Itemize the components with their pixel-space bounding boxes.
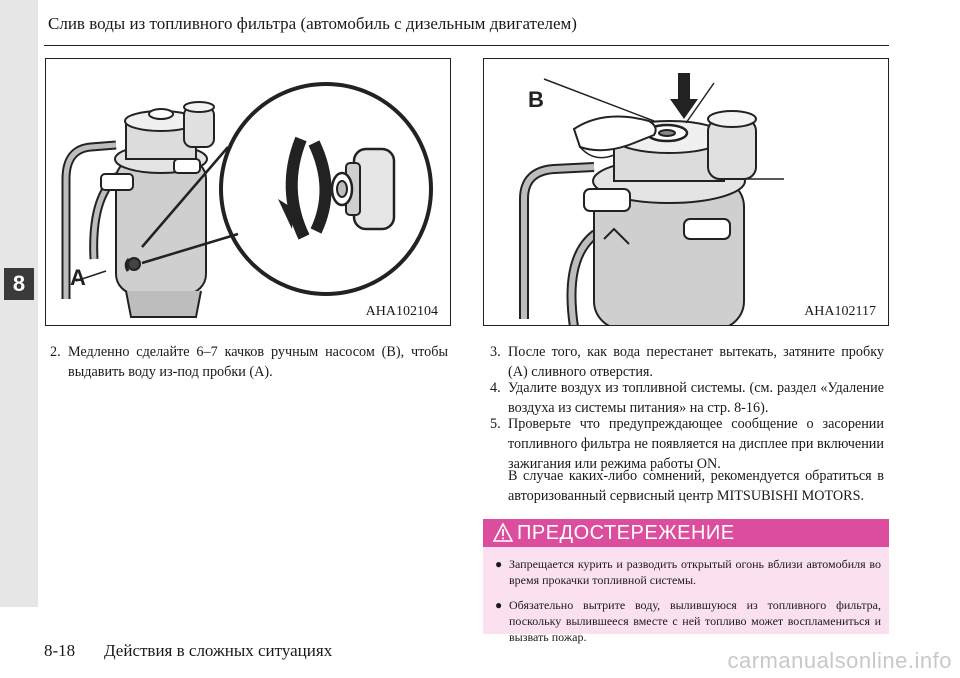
bullet-icon: ● [495, 557, 503, 571]
hand-pump-illustration [484, 59, 889, 326]
warning-item-text: Обязательно вытрите воду, вылившуюся из топливного фильтра, поскольку вылившееся вместе с ней топливо может воспламениться и вызвать пожар. [509, 598, 881, 644]
step-number: 2. [50, 344, 61, 360]
step-number: 5. [490, 416, 501, 432]
step-number: 4. [490, 380, 501, 396]
step-text: Проверьте что предупреждающее сообщение о засорении топливного фильтра не появляется на дисплее при включении зажигания или режима работы ON. [508, 416, 884, 472]
warning-item [495, 597, 881, 645]
label-b: B [528, 87, 544, 112]
figure-code-left: AHA102104 [365, 304, 438, 319]
step-4 [490, 378, 884, 418]
step-3 [490, 342, 884, 382]
step-text: Медленно сделайте 6–7 качков ручным насосом (B), чтобы выдавить воду из-под пробки (A). [68, 344, 448, 380]
page-number: 8-18 [44, 641, 76, 660]
label-a: A [70, 265, 86, 290]
figure-code-right: AHA102117 [804, 304, 876, 319]
bullet-icon: ● [495, 598, 503, 612]
side-tab [0, 0, 38, 607]
step-text: Удалите воздух из топливной системы. (см. раздел «Удаление воздуха из системы питания» на стр. 8-16). [508, 380, 884, 416]
fuel-filter-illustration [46, 59, 451, 326]
step-2 [50, 342, 448, 382]
chapter-tab[interactable]: 8 [4, 268, 34, 300]
warning-item [495, 556, 881, 588]
warning-header [483, 519, 889, 547]
step-text: После того, как вода перестанет вытекать, затяните пробку (A) сливного отверстия. [508, 344, 884, 380]
step-5 [490, 414, 884, 474]
warning-item-text: Запрещается курить и разводить открытый огонь вблизи автомобиля во время прокачки топливной системы. [509, 557, 881, 587]
warning-title: ПРЕДОСТЕРЕЖЕНИЕ [517, 522, 735, 544]
warning-triangle-icon [493, 523, 513, 542]
figure-drain-plug [45, 58, 451, 326]
figure-hand-pump [483, 58, 889, 326]
step-5-note: В случае каких-либо сомнений, рекомендуется обратиться в авторизованный сервисный центр MITSUBISHI MOTORS. [508, 468, 884, 504]
page-header-title: Слив воды из топливного фильтра (автомобиль с дизельным двигателем) [48, 14, 577, 33]
step-number: 3. [490, 344, 501, 360]
footer-section-title: Действия в сложных ситуациях [104, 641, 333, 660]
watermark: carmanualsonline.info [727, 648, 952, 673]
warning-box [483, 519, 889, 644]
header-divider [44, 45, 889, 46]
